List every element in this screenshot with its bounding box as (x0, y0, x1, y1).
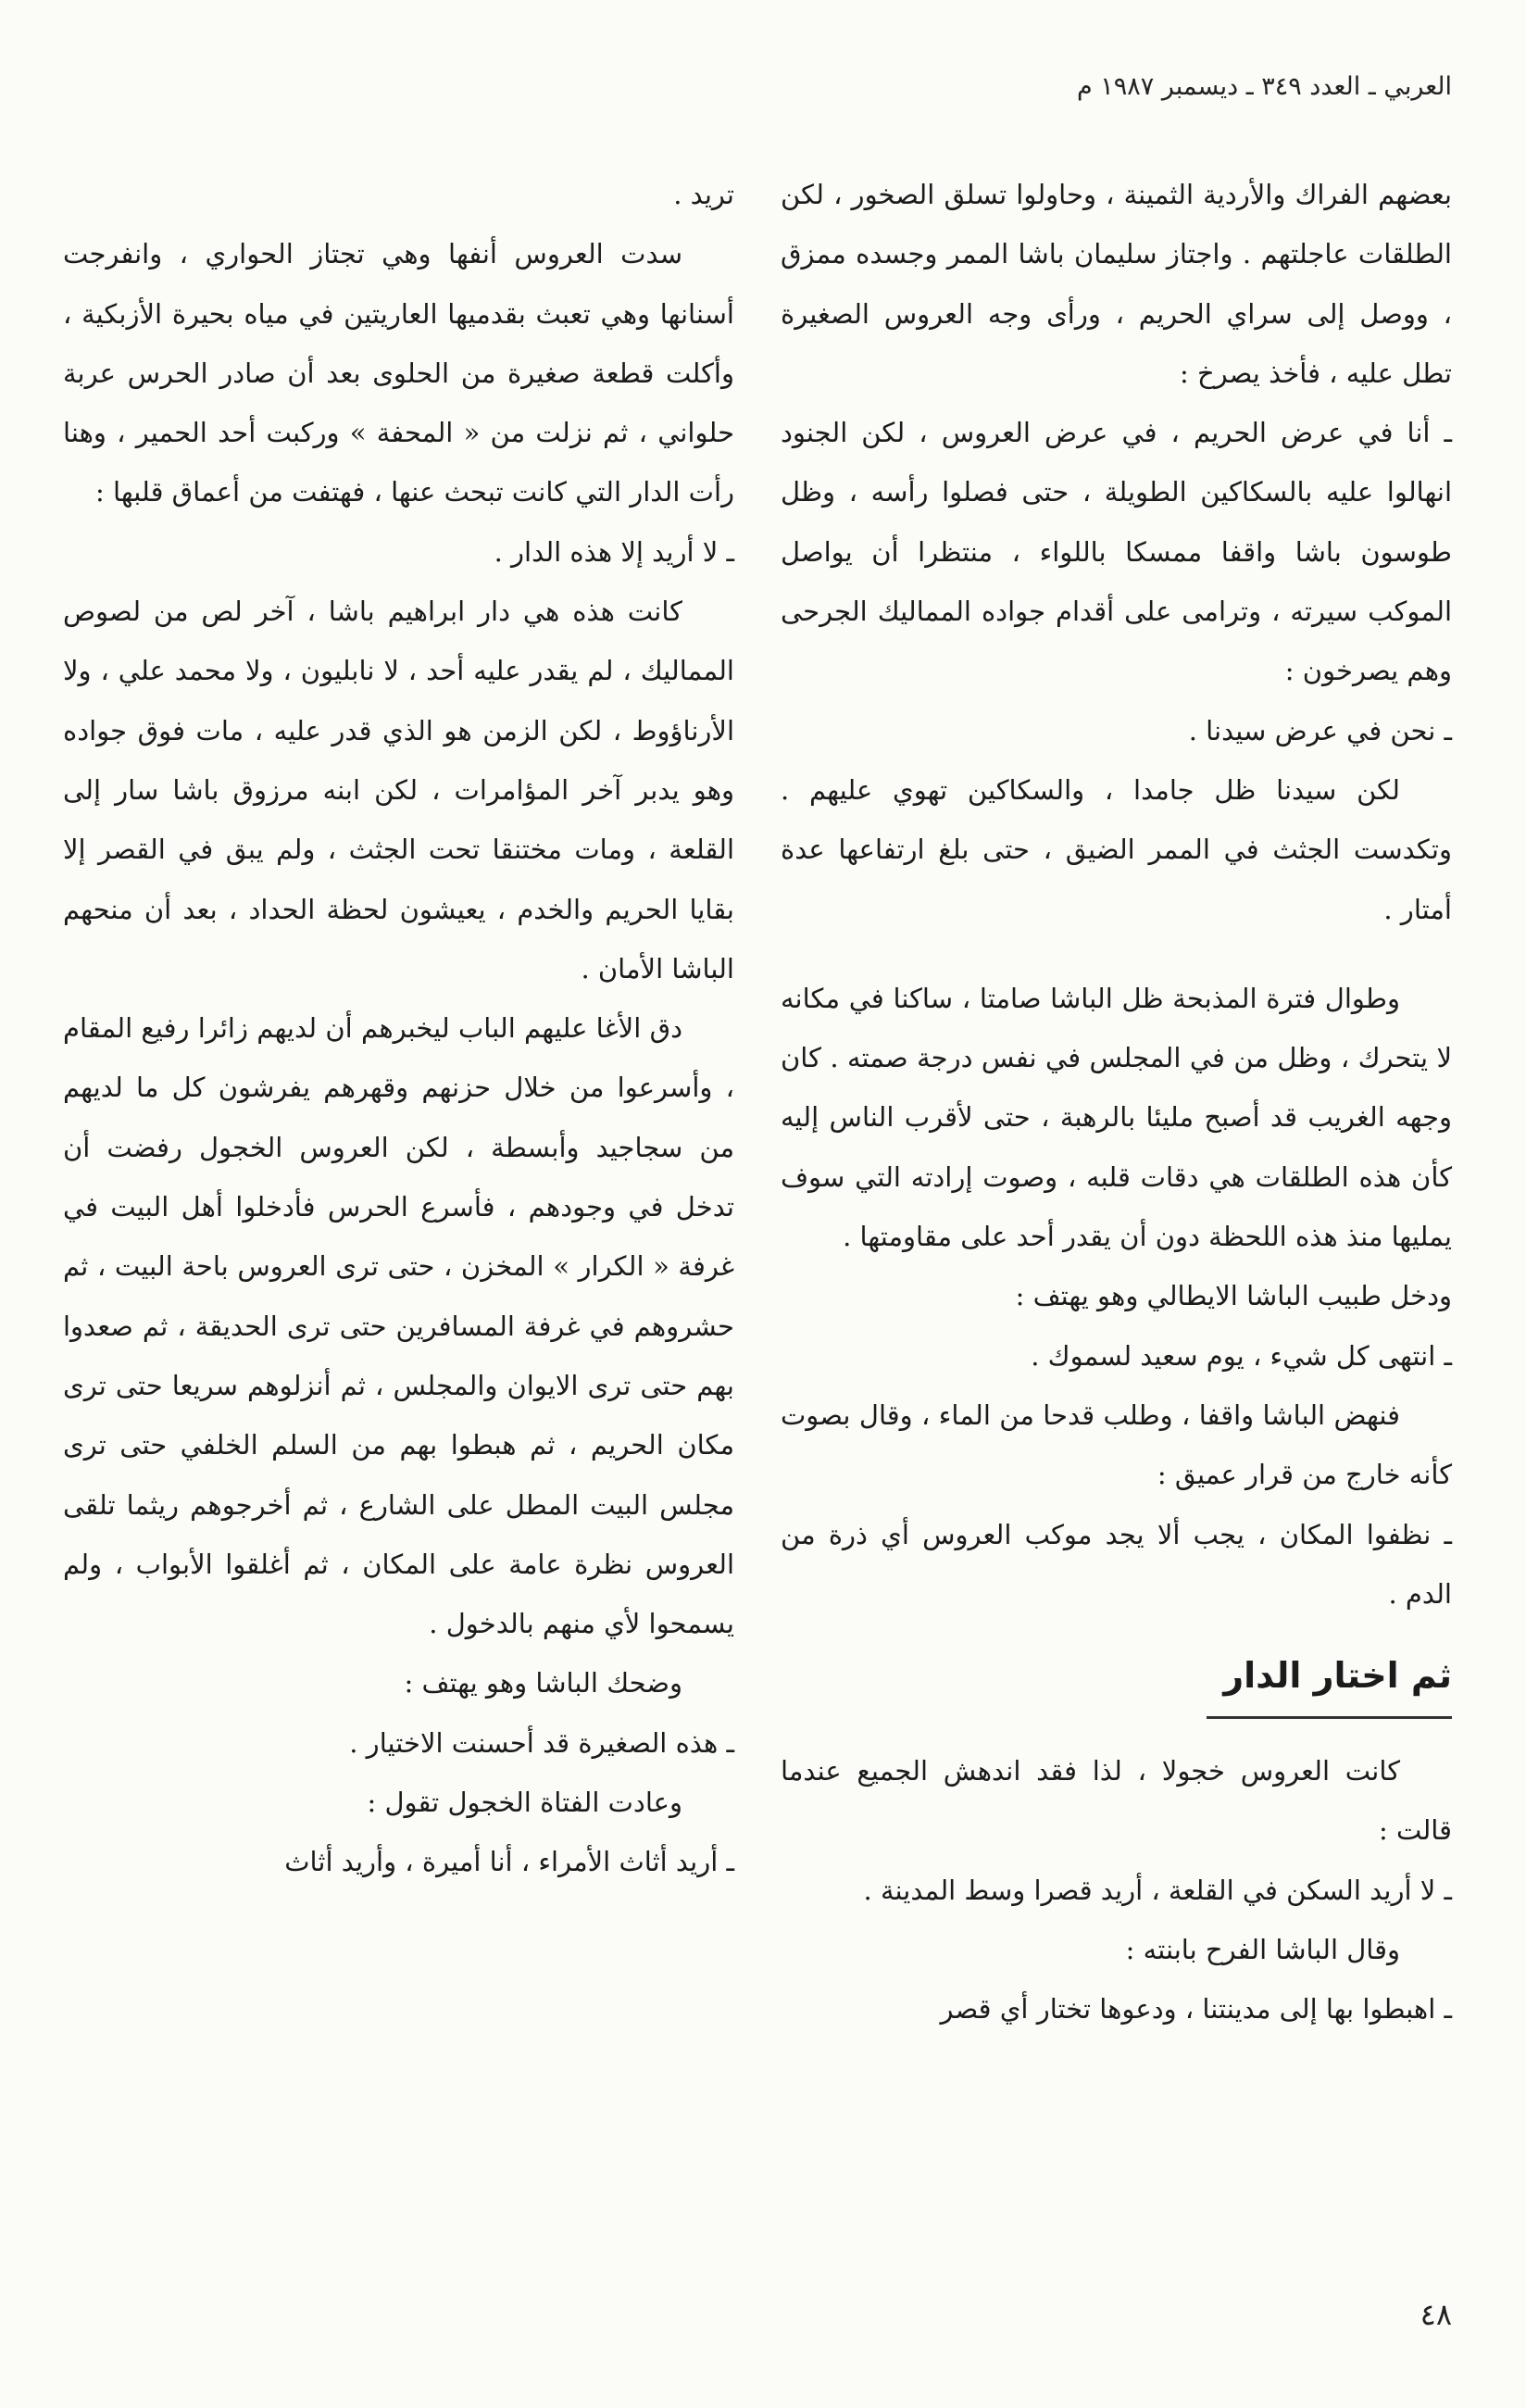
paragraph: ـ أنا في عرض الحريم ، في عرض العروس ، لكن الجنود انهالوا عليه بالسكاكين الطويلة ، حتى فصلوا رأسه ، وظل طوسون باشا واقفا ممسكا باللواء ، منتظرا أن يواصل الموكب سيرته ، وترامى على أقدام جواده المماليك الجرحى وهم يصرخون : (781, 417, 1452, 687)
paragraph: ـ هذه الصغيرة قد أحسنت الاختيار . (349, 1726, 734, 1759)
right-column (781, 165, 1452, 2039)
paragraph: وضحك الباشا وهو يهتف : (404, 1667, 682, 1699)
paragraph: كانت هذه هي دار ابراهيم باشا ، آخر لص من لصوص المماليك ، لم يقدر عليه أحد ، لا نابليون ، ولا محمد علي ، ولا الأرناؤوط ، لكن الزمن هو الذي قدر عليه ، مات فوق جواده وهو يدبر آخر المؤامرات ، لكن ابنه مرزوق باشا سار إلى القلعة ، ومات مختنقا تحت الجثث ، ولم يبق في القصر إلا بقايا الحريم والخدم ، يعيشون لحظة الحداد ، بعد أن منحهم الباشا الأمان . (63, 596, 734, 985)
left-column (63, 165, 734, 1892)
paragraph: دق الأغا عليهم الباب ليخبرهم أن لديهم زائرا رفيع المقام ، وأسرعوا من خلال حزنهم وقهرهم يفرشون كل ما لديهم من سجاجيد وأبسطة ، لكن العروس الخجول رفضت أن تدخل في وجودهم ، فأسرع الحرس فأدخلوا أهل البيت في غرفة « الكرار » المخزن ، حتى ترى العروس باحة البيت ، ثم حشروهم في غرفة المسافرين حتى ترى الحديقة ، ثم صعدوا بهم حتى ترى الايوان والمجلس ، ثم أنزلوهم سريعا حتى ترى مكان الحريم ، ثم هبطوا بهم من السلم الخلفي حتى ترى مجلس البيت المطل على الشارع ، ثم أخرجوهم ريثما تلقى العروس نظرة عامة على المكان ، ثم أغلقوا الأبواب ، ولم يسمحوا لأي منهم بالدخول . (63, 1012, 735, 1640)
section-heading: ثم اختار الدار (1207, 1649, 1452, 1719)
paragraph: بعضهم الفراك والأردية الثمينة ، وحاولوا تسلق الصخور ، لكن الطلقات عاجلتهم . واجتاز سليمان باشا الممر وجسده ممزق ، ووصل إلى سراي الحريم ، ورأى وجه العروس الصغيرة تطل عليه ، فأخذ يصرخ : (781, 179, 1452, 389)
paragraph: تريد . (673, 179, 734, 210)
running-header: العربي ـ العدد ٣٤٩ ـ ديسمبر ١٩٨٧ م (1076, 72, 1452, 101)
paragraph: ـ نظفوا المكان ، يجب ألا يجد موكب العروس أي ذرة من الدم . (781, 1518, 1452, 1610)
paragraph: ـ نحن في عرض سيدنا . (1188, 714, 1452, 746)
paragraph: ـ لا أريد السكن في القلعة ، أريد قصرا وسط المدينة . (863, 1874, 1452, 1906)
page-number: ٤٨ (1420, 2297, 1452, 2332)
paragraph: كانت العروس خجولا ، لذا فقد اندهش الجميع عندما قالت : (781, 1755, 1452, 1847)
right-column-after-heading (781, 1741, 1452, 2038)
paragraph: ـ أريد أثاث الأمراء ، أنا أميرة ، وأريد أثاث (284, 1846, 734, 1878)
paragraph: سدت العروس أنفها وهي تجتاز الحواري ، وانفرجت أسنانها وهي تعبث بقدميها العاريتين في مياه بحيرة الأزبكية ، وأكلت قطعة صغيرة من الحلوى بعد أن صادر الحرس عربة حلواني ، ثم نزلت من « المحفة » وركبت أحد الحمير ، وهنا رأت الدار التي كانت تبحث عنها ، فهتفت من أعماق قلبها : (63, 238, 734, 508)
paragraph: وعادت الفتاة الخجول تقول : (367, 1787, 682, 1819)
paragraph: ـ انتهى كل شيء ، يوم سعيد لسموك . (1031, 1339, 1452, 1372)
paragraph: وطوال فترة المذبحة ظل الباشا صامتا ، ساكنا في مكانه لا يتحرك ، وظل من في المجلس في نفس درجة صمته . كان وجهه الغريب قد أصبح مليئا بالرهبة ، حتى لأقرب الناس إليه كأن هذه الطلقات هي دقات قلبه ، وصوت إرادته التي سوف يمليها منذ هذه اللحظة دون أن يقدر أحد على مقاومتها . (781, 982, 1452, 1253)
paragraph: لكن سيدنا ظل جامدا ، والسكاكين تهوي عليهم . وتكدست الجثث في الممر الضيق ، حتى بلغ ارتفاعها عدة أمتار . (781, 773, 1452, 925)
left-column-paragraphs (63, 165, 734, 1892)
paragraph: ودخل طبيب الباشا الايطالي وهو يهتف : (1015, 1280, 1452, 1312)
paragraph: ـ اهبطوا بها إلى مدينتنا ، ودعوها تختار أي قصر (940, 1993, 1452, 2025)
paragraph: ـ لا أريد إلا هذه الدار . (494, 535, 734, 568)
right-column-paragraphs (781, 165, 1452, 1624)
paragraph: وقال الباشا الفرح بابنته : (1125, 1934, 1400, 1966)
paragraph: فنهض الباشا واقفا ، وطلب قدحا من الماء ، وقال بصوت كأنه خارج من قرار عميق : (781, 1398, 1452, 1491)
